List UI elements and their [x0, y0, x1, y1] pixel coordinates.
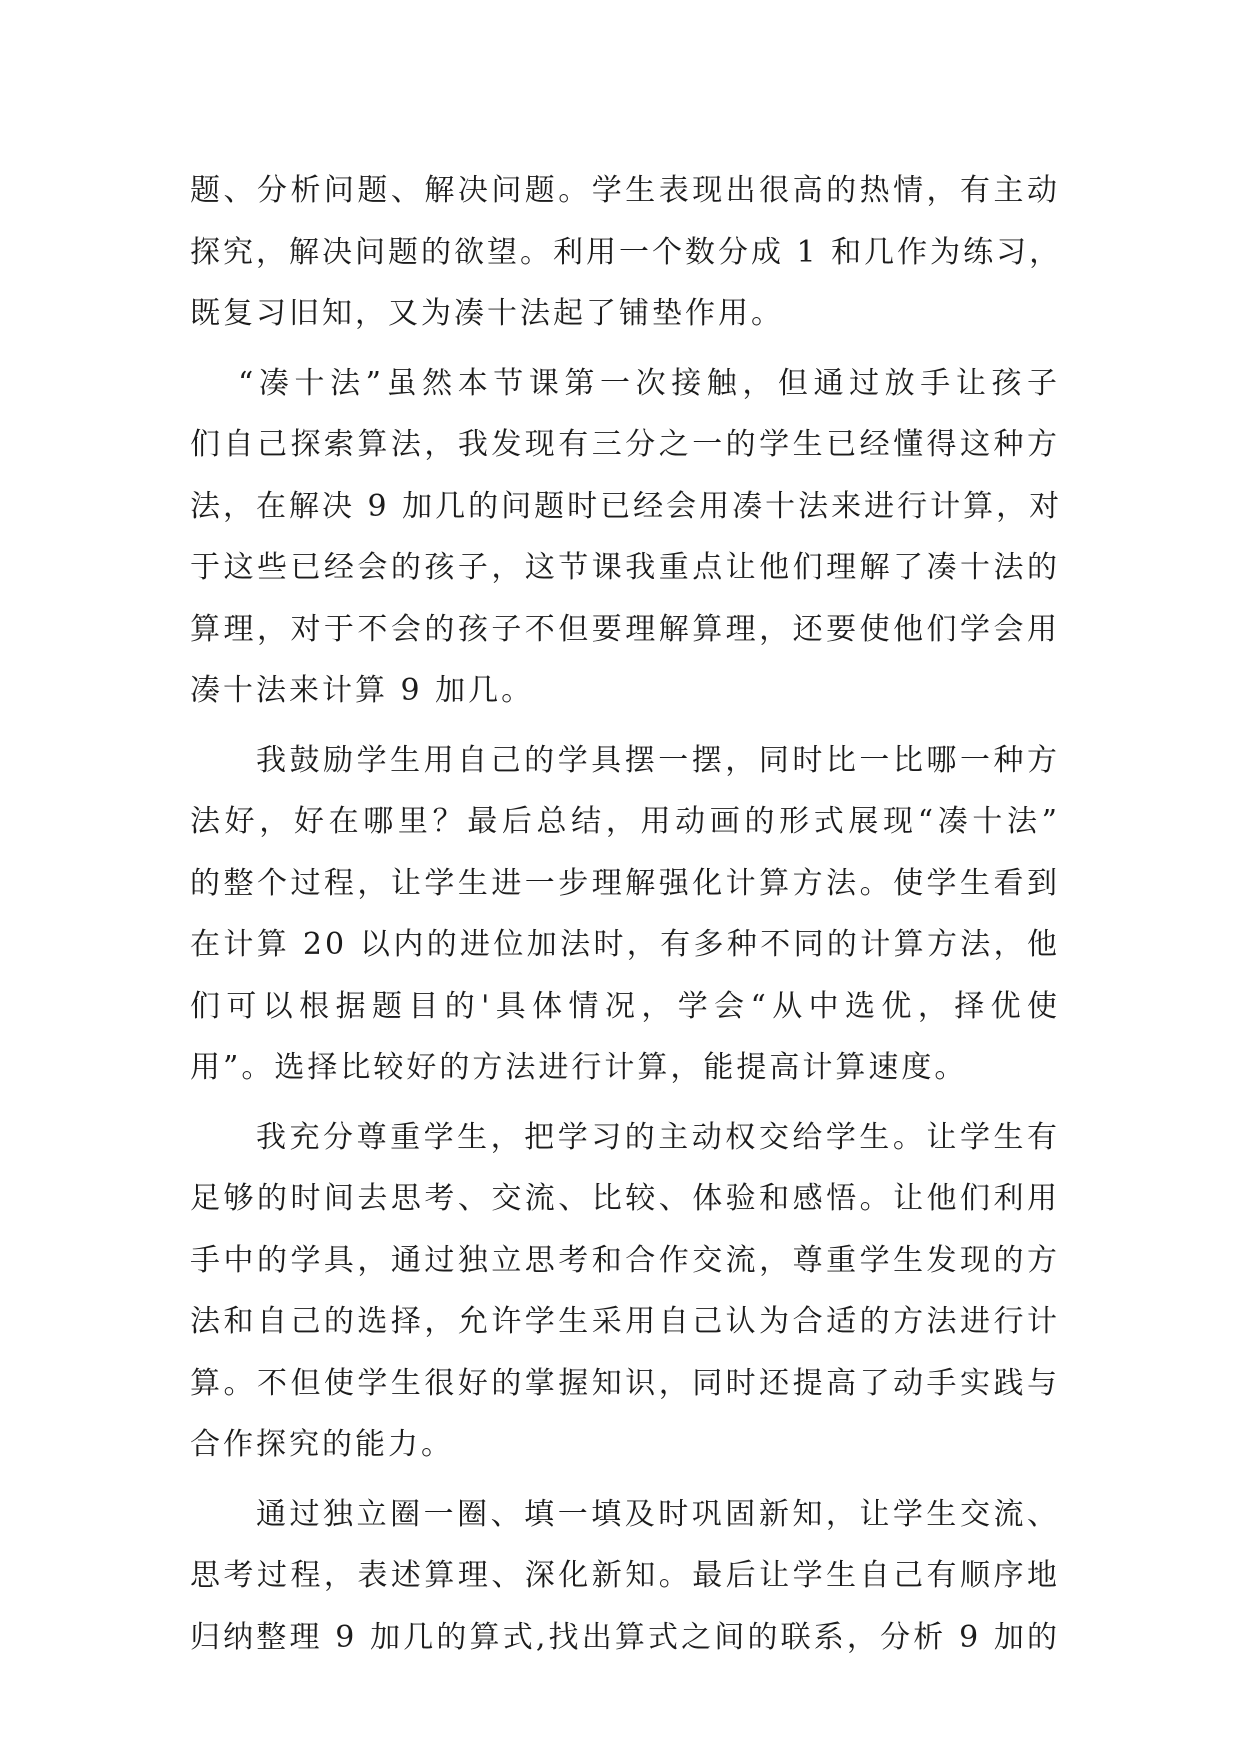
- text-line: 们可以根据题目的'具体情况，学会“从中选优，择优使: [190, 988, 1060, 1024]
- text-line: 的整个过程，让学生进一步理解强化计算方法。使学生看到: [190, 865, 1060, 901]
- text-line: 法，在解决 9 加几的问题时已经会用凑十法来进行计算，对: [190, 488, 1063, 524]
- text-line: 归纳整理 9 加几的算式,找出算式之间的联系，分析 9 加的: [190, 1619, 1060, 1655]
- text-line: 用”。选择比较好的方法进行计算，能提高计算速度。: [190, 1050, 968, 1085]
- text-line: 于这些已经会的孩子，这节课我重点让他们理解了凑十法的: [190, 550, 1060, 585]
- document-body: [190, 160, 1063, 1668]
- paragraph-3: [190, 730, 1060, 1099]
- paragraph-1: [190, 160, 1063, 345]
- text-line: 手中的学具，通过独立思考和合作交流，尊重学生发现的方: [190, 1242, 1060, 1278]
- text-line: 通过独立圈一圈、填一填及时巩固新知，让学生交流、: [256, 1496, 1060, 1532]
- text-line: 在计算 20 以内的进位加法时，有多种不同的计算方法，他: [190, 927, 1060, 962]
- text-line: 探究，解决问题的欲望。利用一个数分成 1 和几作为练习，: [190, 234, 1063, 270]
- text-line: “凑十法”虽然本节课第一次接触，但通过放手让孩子: [238, 365, 1060, 401]
- text-line: 们自己探索算法，我发现有三分之一的学生已经懂得这种方: [190, 427, 1060, 462]
- text-line: 法好，好在哪里？最后总结，用动画的形式展现“凑十法”: [190, 804, 1060, 839]
- text-line: 我充分尊重学生，把学习的主动权交给学生。让学生有: [256, 1119, 1060, 1155]
- text-line: 足够的时间去思考、交流、比较、体验和感悟。让他们利用: [190, 1181, 1060, 1216]
- text-line: 我鼓励学生用自己的学具摆一摆，同时比一比哪一种方: [256, 742, 1060, 778]
- paragraph-4: [190, 1107, 1060, 1476]
- text-line: 既复习旧知，又为凑十法起了铺垫作用。: [190, 296, 784, 331]
- text-line: 算。不但使学生很好的掌握知识，同时还提高了动手实践与: [190, 1365, 1060, 1401]
- text-line: 题、分析问题、解决问题。学生表现出很高的热情，有主动: [190, 173, 1060, 208]
- text-line: 算理，对于不会的孩子不但要理解算理，还要使他们学会用: [190, 611, 1060, 647]
- text-line: 法和自己的选择，允许学生采用自己认为合适的方法进行计: [190, 1304, 1060, 1339]
- text-line: 凑十法来计算 9 加几。: [190, 673, 535, 708]
- text-line: 思考过程，表述算理、深化新知。最后让学生自己有顺序地: [190, 1558, 1060, 1593]
- paragraph-2: [190, 353, 1063, 722]
- text-line: 合作探究的能力。: [190, 1427, 454, 1462]
- paragraph-5: [190, 1484, 1060, 1669]
